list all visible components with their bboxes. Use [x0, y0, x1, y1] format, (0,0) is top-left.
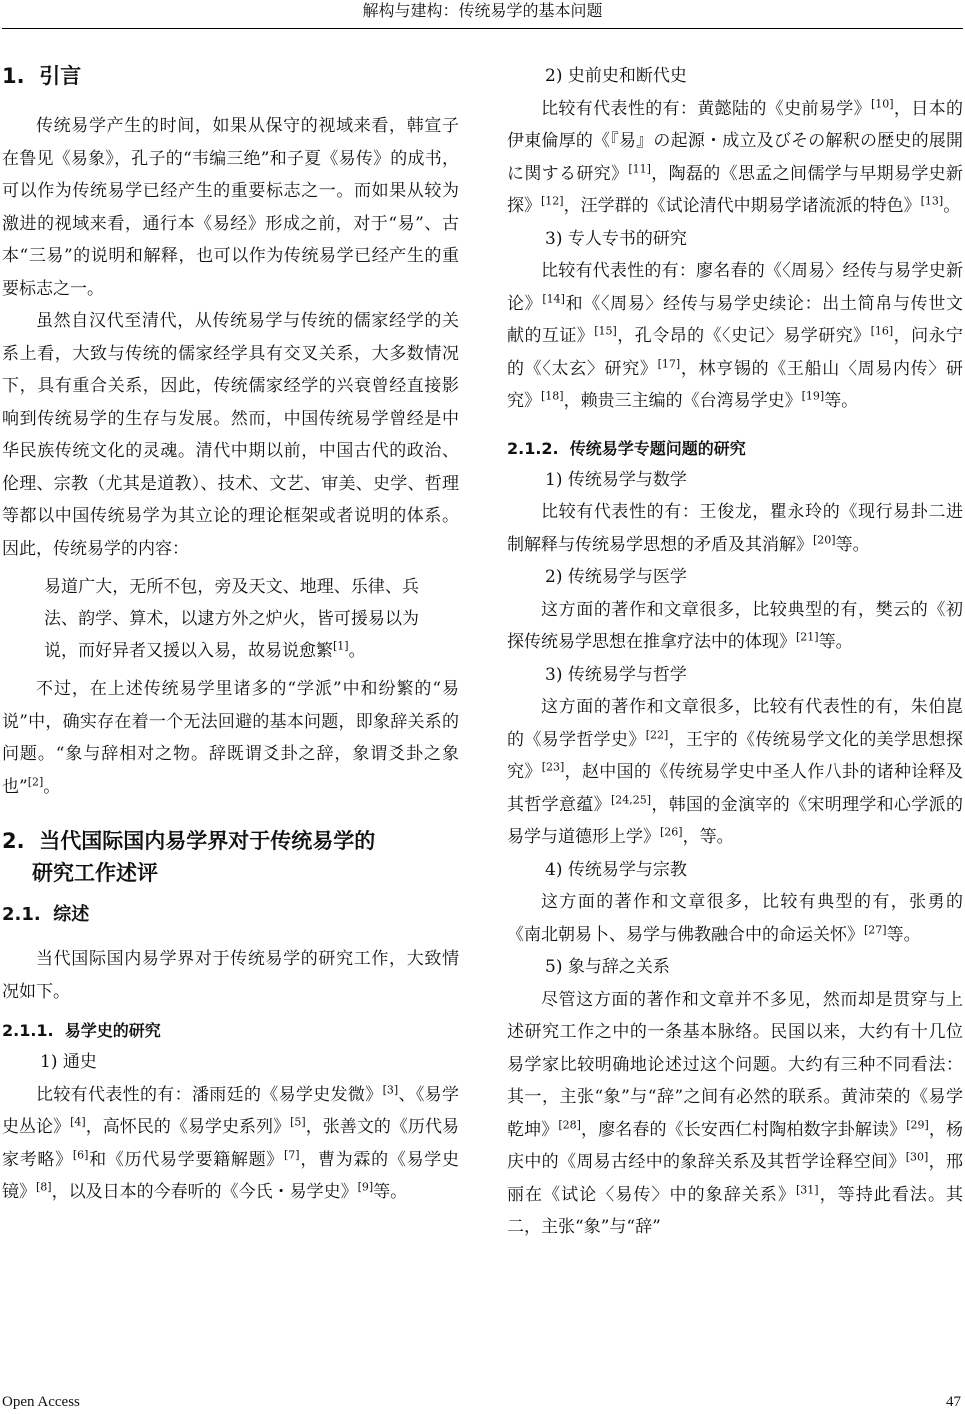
header-rule [2, 28, 963, 29]
block-quote [2, 571, 459, 667]
citation: [13] [920, 194, 944, 208]
paragraph: 这方面的著作和文章很多，比较典型的有，樊云的《初探传统易学思想在推拿疗法中的体现》[21]等。 [507, 599, 963, 652]
list-item: 3) 专人专书的研究 [545, 228, 687, 249]
citation: [26] [660, 825, 683, 839]
citation: [24,25] [610, 792, 652, 806]
section-heading-2 [2, 825, 459, 889]
list-item: 1) 通史 [40, 1052, 97, 1072]
section-number: 2. [2, 829, 25, 853]
citation: [30] [905, 1150, 929, 1164]
citation: [18] [541, 389, 564, 403]
citation: [5] [290, 1115, 306, 1129]
citation: [8] [36, 1180, 52, 1194]
subsection-heading: 2.1. 综述 [2, 904, 90, 925]
citation: [17] [657, 356, 681, 370]
citation: [28] [558, 1117, 581, 1131]
citation: [7] [284, 1147, 300, 1161]
citation: [19] [801, 389, 825, 403]
quote-text: 易道广大，无所不包，旁及天文、地理、乐律、兵法、韵学、算术，以逮方外之炉火，皆可援易以为说，而好异者又援以入易，故易说愈繁[1]。 [44, 577, 419, 661]
citation: [27] [864, 922, 887, 936]
citation: [4] [70, 1115, 86, 1129]
section-number: 1. [2, 64, 25, 88]
paragraph: 这方面的著作和文章很多，比较有典型的有，张勇的《南北朝易卜、易学与佛教融合中的命运关怀》[27]等。 [507, 892, 963, 945]
citation: [23] [541, 760, 565, 774]
paragraph: 比较有代表性的有：潘雨廷的《易学史发微》[3]、《易学史丛论》[4]，高怀民的《易学史系列》[5]，张善文的《历代易家考略》[6]和《历代易学要籍解题》[7]，曹为霖的《易学史镜》[8]，以及日本的今春听的《今氏・易学史》[9]等。 [2, 1082, 460, 1202]
citation: [22] [645, 727, 669, 741]
citation: [12] [541, 194, 564, 208]
citation: [11] [628, 161, 651, 175]
subsubsection-heading: 2.1.2. 传统易学专题问题的研究 [507, 438, 746, 458]
list-item: 2) 传统易学与医学 [545, 567, 687, 587]
citation: [21] [796, 630, 819, 644]
citation: [9] [357, 1180, 374, 1194]
citation: [14] [542, 291, 565, 305]
citation: [31] [795, 1182, 819, 1196]
section-title: 引言 [39, 64, 82, 88]
citation: [20] [813, 532, 836, 546]
paragraph: 尽管这方面的著作和文章并不多见，然而却是贯穿与上述研究工作之中的一条基本脉络。民国以来，大约有十几位易学家比较明确地论述过这个问题。大约有三种不同看法：其一，主张“象”与“辞”之间有必然的联系。黄沛荣的《易学乾坤》[28]，廖名春的《长安西仁村陶柏数字卦解读》[29]，杨庆中的《周易古经中的象辞关系及其哲学诠释空间》[30]，邢丽在《试论〈易传〉中的象辞关系》[31]，等持此看法。其二，主张“象”与“辞” [507, 989, 964, 1237]
paragraph: 比较有代表性的有：黄懿陆的《史前易学》[10]，日本的伊東倫厚的《『易』の起源・成立及びその解釈の歴史的展開に関する研究》[11]，陶磊的《思孟之间儒学与早期易学史新探》[12]，汪学群的《试论清代中期易学诸流派的特色》[13]。 [507, 96, 964, 216]
running-header: 解构与建构：传统易学的基本问题 [362, 1, 603, 20]
list-item: 5) 象与辞之关系 [545, 957, 670, 977]
paragraph: 比较有代表性的有：王俊龙，瞿永玲的《现行易卦二进制解释与传统易学思想的矛盾及其消解》[20]等。 [507, 502, 963, 555]
left-column [2, 54, 459, 1209]
page-number: 47 [946, 1394, 961, 1410]
paragraph: 传统易学产生的时间，如果从保守的视域来看，韩宣子在鲁见《易象》，孔子的“韦编三绝”和子夏《易传》的成书，可以作为传统易学已经产生的重要标志之一。而如果从较为激进的视域来看，通行本《易经》形成之前，对于“易”、古本“三易”的说明和解释，也可以作为传统易学已经产生的重要标志之一。 [2, 116, 459, 299]
citation: [10] [870, 96, 894, 110]
citation: [6] [72, 1147, 89, 1161]
paragraph: 比较有代表性的有：廖名春的《〈周易〉经传与易学史新论》[14]和《〈周易〉经传与易学史续论：出土简帛与传世文献的互证》[15]，孔令昂的《〈史记〉易学研究》[16]，问永宁的《〈太玄〉研究》[17]，林亨锡的《王船山〈周易内传〉研究》[18]，赖贵三主编的《台湾易学史》[19]等。 [507, 261, 964, 411]
list-item: 3) 传统易学与哲学 [545, 664, 687, 685]
citation: [29] [906, 1117, 929, 1131]
footer-journal: Open Access [2, 1394, 80, 1410]
citation: [15] [594, 324, 617, 338]
citation: [2] [27, 774, 44, 788]
paragraph: 虽然自汉代至清代，从传统易学与传统的儒家经学的关系上看，大致与传统的儒家经学具有交叉关系，大多数情况下，具有重合关系，因此，传统儒家经学的兴衰曾经直接影响到传统易学的生存与发展。然而，中国传统易学曾经是中华民族传统文化的灵魂。清代中期以前，中国古代的政治、伦理、宗教（尤其是道教）、技术、文艺、审美、史学、哲理等都以中国传统易学为其立论的理论框架或者说明的体系。因此，传统易学的内容： [2, 311, 459, 559]
section-title-line1: 当代国际国内易学界对于传统易学的 [39, 829, 376, 853]
right-column [507, 54, 963, 1244]
section-title-line2: 研究工作述评 [32, 861, 158, 885]
citation: [1] [333, 639, 349, 653]
paragraph: 这方面的著作和文章很多，比较有代表性的有，朱伯崑的《易学哲学史》[22]，王宇的《传统易学文化的美学思想探究》[23]，赵中国的《传统易学史中圣人作八卦的诸种诠释及其哲学意蕴》[24,25]，韩国的金演宰的《宋明理学和心学派的易学与道德形上学》[26]，等。 [507, 697, 964, 847]
subsubsection-heading: 2.1.1. 易学史的研究 [2, 1021, 161, 1040]
citation: [16] [870, 324, 894, 338]
section-heading-1 [2, 60, 459, 92]
list-item: 1) 传统易学与数学 [545, 469, 687, 490]
paragraph: 不过，在上述传统易学里诸多的“学派”中和纷繁的“易说”中，确实存在着一个无法回避的基本问题，即象辞关系的问题。“象与辞相对之物。辞既谓爻卦之辞，象谓爻卦之象也”[2]。 [2, 679, 459, 797]
list-item: 4) 传统易学与宗教 [545, 859, 687, 880]
list-item: 2) 史前史和断代史 [545, 66, 687, 86]
paragraph: 当代国际国内易学界对于传统易学的研究工作，大致情况如下。 [2, 949, 459, 1002]
citation: [3] [382, 1082, 399, 1096]
